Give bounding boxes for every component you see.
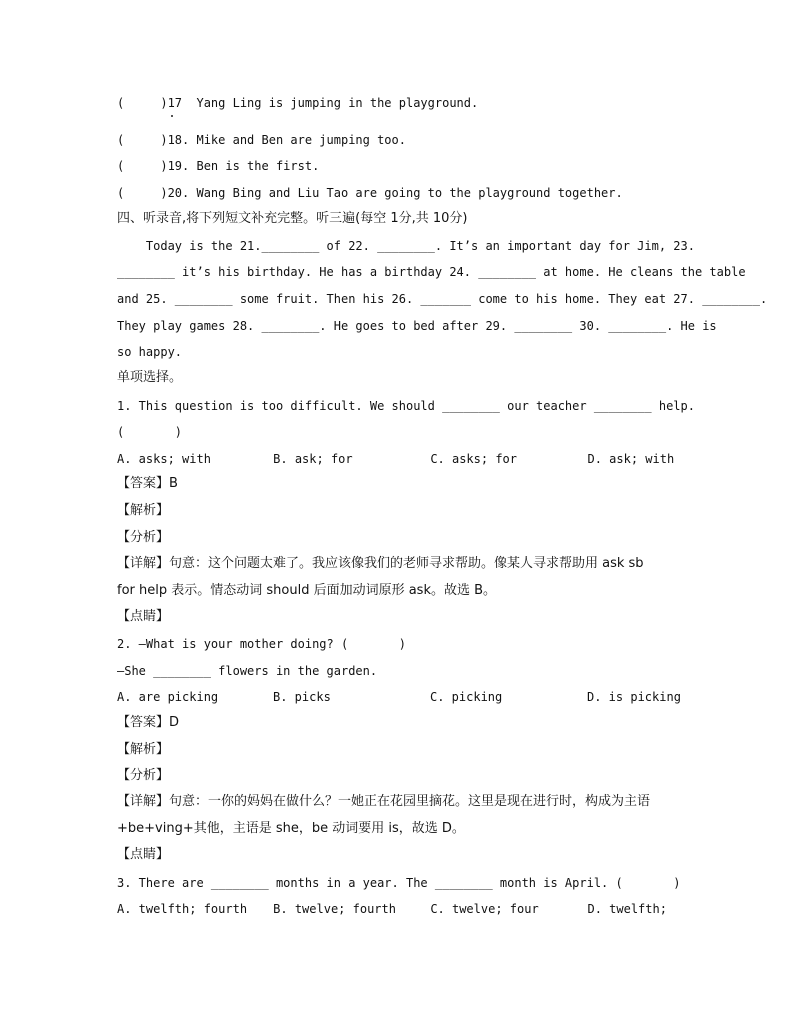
q1-fenxi: 【分析】 [117, 530, 170, 545]
passage-line-3: and 25. ________ some fruit. Then his 26. _______ come to his home. They eat 27. ________. [117, 292, 768, 306]
q1-detail-line-1: 【详解】句意：这个问题太难了。我应该像我们的老师寻求帮助。像某人寻求帮助用 ask sb [117, 556, 644, 571]
q1-answer: 【答案】B [117, 476, 178, 491]
q2-jiexi: 【解析】 [117, 742, 170, 757]
q2-line-2: —She ________ flowers in the garden. [117, 664, 378, 678]
passage-line-1: Today is the 21.________ of 22. ________. It’s an important day for Jim, 23. [117, 239, 695, 253]
q1-detail-line-2: for help 表示。情态动词 should 后面加动词原形 ask。故选 B。 [117, 583, 497, 598]
q2-option-b: B. picks [273, 690, 331, 704]
q3-stem: 3. There are ________ months in a year. The ________ month is April. ( ) [117, 876, 681, 890]
q1-option-d: D. ask; with [587, 452, 675, 466]
q2-option-d: D. is picking [587, 690, 681, 704]
q1-jiexi: 【解析】 [117, 503, 170, 518]
q2-options [117, 689, 681, 705]
mc-heading: 单项选择。 [117, 370, 183, 385]
q3-option-c: C. twelve; four [430, 902, 539, 916]
passage-line-5: so happy. [117, 345, 183, 359]
q1-option-c: C. asks; for [430, 452, 518, 466]
q3-option-a: A. twelfth; fourth [117, 902, 248, 916]
q1-stem: 1. This question is too difficult. We should ________ our teacher ________ help. [117, 399, 695, 413]
q3-option-d: D. twelfth; [587, 902, 667, 916]
listening-item-17: ( )17 Yang Ling is jumping in the playground. [117, 96, 479, 110]
listening-item-19: ( )19. Ben is the first. [117, 159, 320, 173]
q1-option-b: B. ask; for [273, 452, 353, 466]
stray-mark [171, 115, 173, 117]
passage-line-4: They play games 28. ________. He goes to bed after 29. ________ 30. ________. He is [117, 319, 717, 333]
q2-dianjing: 【点睛】 [117, 847, 170, 862]
listening-item-18: ( )18. Mike and Ben are jumping too. [117, 133, 406, 147]
q2-stem: 2. —What is your mother doing? ( ) [117, 637, 406, 651]
q1-option-a: A. asks; with [117, 452, 211, 466]
passage-line-2: ________ it’s his birthday. He has a birthday 24. ________ at home. He cleans the table [117, 265, 746, 279]
q2-option-a: A. are picking [117, 690, 219, 704]
listening-item-20: ( )20. Wang Bing and Liu Tao are going to the playground together. [117, 186, 623, 200]
q2-fenxi: 【分析】 [117, 768, 170, 783]
q1-dianjing: 【点睛】 [117, 609, 170, 624]
q3-option-b: B. twelve; fourth [273, 902, 396, 916]
q1-answer-paren: ( ) [117, 425, 183, 439]
q3-options [117, 901, 677, 917]
q2-answer: 【答案】D [117, 715, 180, 730]
q2-detail-line-2: +be+ving+其他，主语是 she，be 动词要用 is，故选 D。 [117, 821, 465, 836]
q1-options [117, 451, 677, 467]
section-4-heading: 四、听录音,将下列短文补充完整。听三遍(每空 1分,共 10分) [117, 211, 468, 226]
q2-detail-line-1: 【详解】句意：一你的妈妈在做什么？一她正在花园里摘花。这里是现在进行时，构成为主语 [117, 794, 651, 809]
q2-option-c: C. picking [430, 690, 503, 704]
